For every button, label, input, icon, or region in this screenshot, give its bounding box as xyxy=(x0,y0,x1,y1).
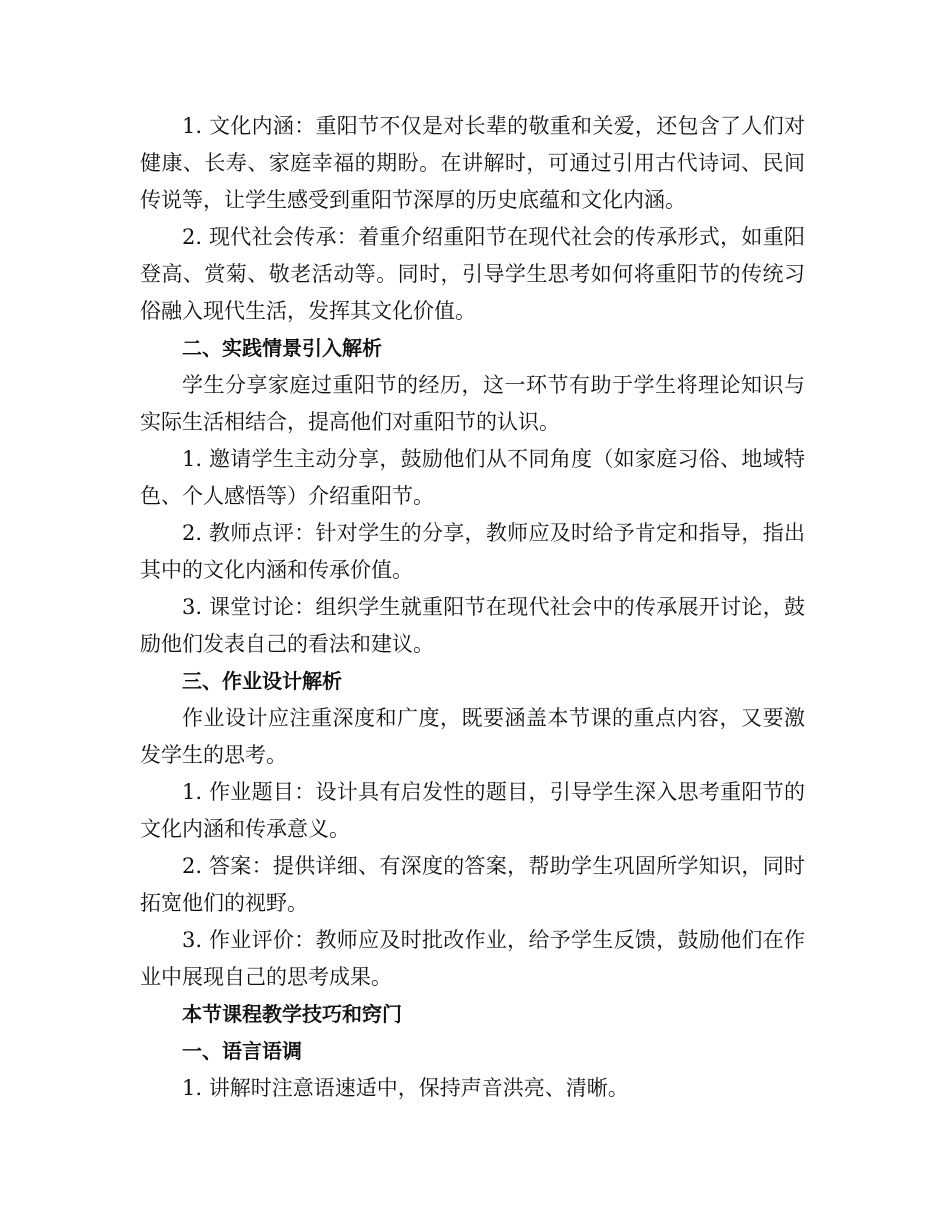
para-homework-answer: 2. 答案：提供详细、有深度的答案，帮助学生巩固所学知识，同时拓宽他们的视野。 xyxy=(140,854,805,915)
para-speech-speed: 1. 讲解时注意语速适中，保持声音洪亮、清晰。 xyxy=(182,1076,629,1100)
document-page xyxy=(140,108,805,1107)
heading-language-tone: 一、语言语调 xyxy=(182,1039,302,1063)
para-homework-topic: 1. 作业题目：设计具有启发性的题目，引导学生深入思考重阳节的文化内涵和传承意义。 xyxy=(140,780,805,841)
heading-practice-scenario: 二、实践情景引入解析 xyxy=(182,336,382,360)
heading-homework-design: 三、作业设计解析 xyxy=(182,669,342,693)
para-homework-evaluation: 3. 作业评价：教师应及时批改作业，给予学生反馈，鼓励他们在作业中展现自己的思考成果。 xyxy=(140,928,805,989)
para-practice-intro: 学生分享家庭过重阳节的经历，这一环节有助于学生将理论知识与实际生活相结合，提高他们对重阳节的认识。 xyxy=(140,373,805,434)
para-teacher-review: 2. 教师点评：针对学生的分享，教师应及时给予肯定和指导，指出其中的文化内涵和传承价值。 xyxy=(140,521,805,582)
para-modern-inheritance: 2. 现代社会传承：着重介绍重阳节在现代社会的传承形式，如重阳登高、赏菊、敬老活动等。同时，引导学生思考如何将重阳节的传统习俗融入现代生活，发挥其文化价值。 xyxy=(140,225,805,323)
para-homework-intro: 作业设计应注重深度和广度，既要涵盖本节课的重点内容，又要激发学生的思考。 xyxy=(140,706,805,767)
para-class-discussion: 3. 课堂讨论：组织学生就重阳节在现代社会中的传承展开讨论，鼓励他们发表自己的看法和建议。 xyxy=(140,595,805,656)
para-invite-share: 1. 邀请学生主动分享，鼓励他们从不同角度（如家庭习俗、地域特色、个人感悟等）介绍重阳节。 xyxy=(140,447,805,508)
heading-teaching-tips: 本节课程教学技巧和窍门 xyxy=(182,1002,402,1026)
para-cultural-connotation: 1. 文化内涵：重阳节不仅是对长辈的敬重和关爱，还包含了人们对健康、长寿、家庭幸福的期盼。在讲解时，可通过引用古代诗词、民间传说等，让学生感受到重阳节深厚的历史底蕴和文化内涵。 xyxy=(140,114,805,212)
